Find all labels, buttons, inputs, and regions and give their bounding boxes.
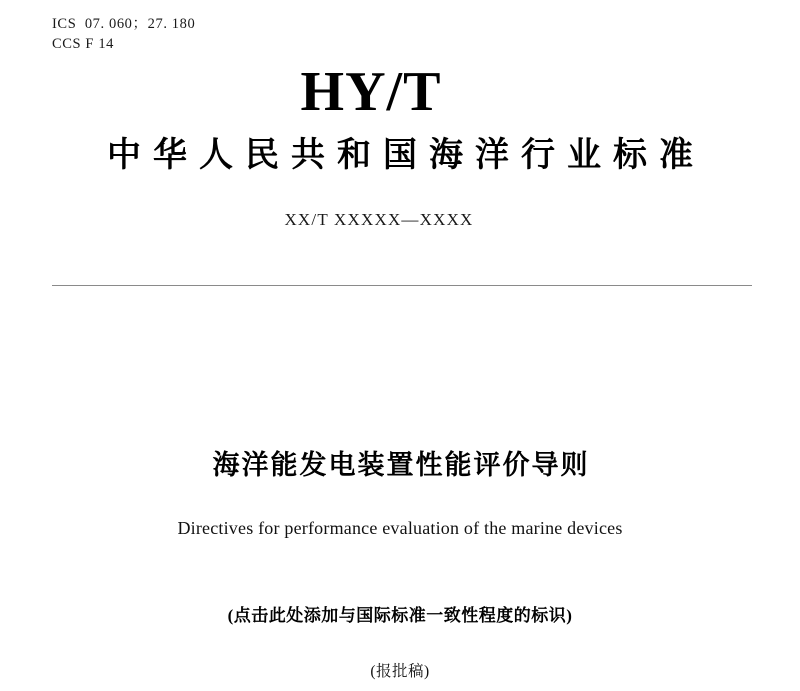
document-title-english: Directives for performance evaluation of the marine devices — [177, 518, 623, 538]
standard-number: XX/T XXXXX—XXXX — [284, 210, 474, 229]
document-meta — [52, 14, 195, 54]
standard-code-block — [0, 62, 800, 122]
document-title-chinese: 海洋能发电装置性能评价导则 — [212, 450, 590, 480]
international-standard-identity-note: (点击此处添加与国际标准一致性程度的标识) — [227, 606, 573, 625]
issuing-organization-title: 中华人民共和国海洋行业标准 — [107, 137, 705, 174]
header-divider — [52, 285, 752, 286]
ics-classification: ICS 07. 060；27. 180 — [52, 16, 196, 32]
standard-code: HY/T — [300, 61, 442, 123]
ccs-classification: CCS F 14 — [52, 36, 115, 52]
draft-stage-label: (报批稿) — [370, 663, 430, 680]
